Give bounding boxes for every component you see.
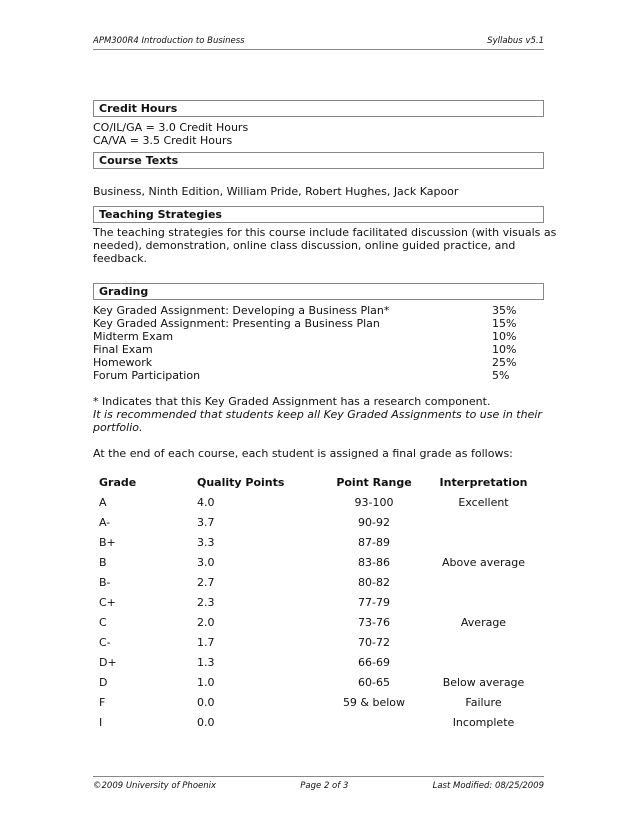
- table-row: B+ 3.3 87-89: [99, 535, 390, 549]
- research-note: * Indicates that this Key Graded Assignment has a research component.: [93, 395, 491, 408]
- teaching-line: feedback.: [93, 252, 148, 265]
- footer-last-modified: Last Modified: 08/25/2009: [432, 781, 544, 791]
- teaching-line: needed), demonstration, online class discussion, online guided practice, and: [93, 239, 516, 252]
- grading-item: Key Graded Assignment: Presenting a Business Plan 15%: [93, 317, 517, 330]
- course-texts-heading: Course Texts: [93, 152, 544, 169]
- column-header-point-range: Point Range: [336, 475, 412, 489]
- grading-item: Forum Participation 5%: [93, 369, 510, 382]
- table-header-row: [93, 472, 538, 492]
- table-row: C 2.0 73-76 Average: [99, 615, 507, 629]
- grading-list: [93, 304, 544, 382]
- grading-item: Key Graded Assignment: Developing a Business Plan* 35%: [93, 304, 517, 317]
- header-course-title: APM300R4 Introduction to Business: [93, 36, 245, 46]
- column-header-quality-points: Quality Points: [197, 475, 285, 489]
- grade-scale-table: [93, 472, 538, 732]
- course-texts-text: Business, Ninth Edition, William Pride, Robert Hughes, Jack Kapoor: [93, 185, 459, 198]
- final-grade-intro: At the end of each course, each student is assigned a final grade as follows:: [93, 447, 513, 460]
- page-header: [93, 36, 544, 50]
- column-header-interpretation: Interpretation: [439, 475, 528, 489]
- portfolio-recommendation: portfolio.: [93, 421, 143, 434]
- portfolio-recommendation: It is recommended that students keep all Key Graded Assignments to use in their: [93, 408, 542, 421]
- table-row: B- 2.7 80-82: [99, 575, 390, 589]
- grading-heading: Grading: [93, 283, 544, 300]
- page-footer: [93, 776, 544, 791]
- teaching-strategies-heading: Teaching Strategies: [93, 206, 544, 223]
- credit-hours-line: CO/IL/GA = 3.0 Credit Hours: [93, 121, 249, 134]
- footer-page-number: Page 2 of 3: [300, 781, 349, 791]
- column-header-grade: Grade: [99, 475, 137, 489]
- table-row: B 3.0 83-86 Above average: [99, 555, 526, 569]
- footer-copyright: ©2009 University of Phoenix: [93, 781, 217, 791]
- table-row: C- 1.7 70-72: [99, 635, 390, 649]
- credit-hours-line: CA/VA = 3.5 Credit Hours: [93, 134, 233, 147]
- header-syllabus-version: Syllabus v5.1: [487, 36, 544, 46]
- grading-item: Homework 25%: [93, 356, 517, 369]
- grading-item: Final Exam 10%: [93, 343, 517, 356]
- table-row: A 4.0 93-100 Excellent: [99, 495, 509, 509]
- table-row: I 0.0 Incomplete: [99, 715, 515, 729]
- table-row: D+ 1.3 66-69: [99, 655, 390, 669]
- grading-item: Midterm Exam 10%: [93, 330, 517, 343]
- table-row: D 1.0 60-65 Below average: [99, 675, 525, 689]
- syllabus-content: [93, 100, 557, 732]
- table-row: A- 3.7 90-92: [99, 515, 390, 529]
- table-row: F 0.0 59 & below Failure: [99, 695, 502, 709]
- credit-hours-heading: Credit Hours: [93, 100, 544, 117]
- teaching-line: The teaching strategies for this course include facilitated discussion (with visuals as: [93, 226, 557, 239]
- table-row: C+ 2.3 77-79: [99, 595, 390, 609]
